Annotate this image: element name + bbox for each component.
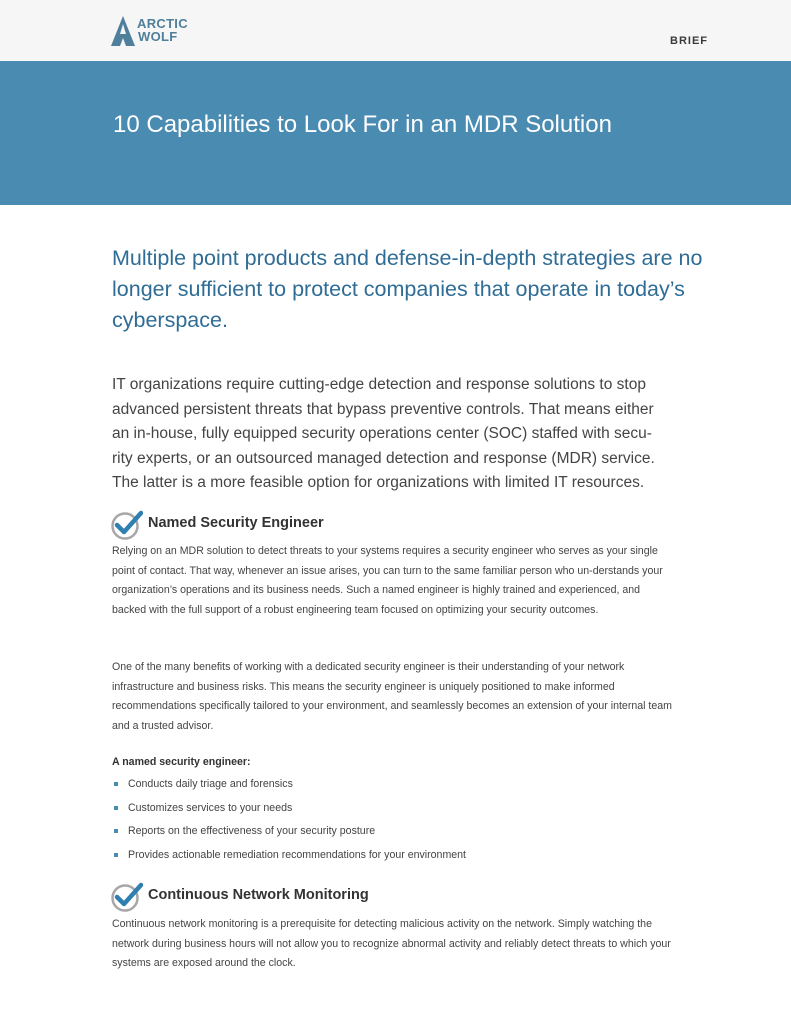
list-item-text: Provides actionable remediation recommendations for your environment <box>128 848 466 861</box>
bullet-icon <box>114 853 118 857</box>
page-title: 10 Capabilities to Look For in an MDR Solution <box>113 111 612 138</box>
checkmark-icon <box>111 510 143 540</box>
bullet-list <box>112 774 672 868</box>
section-title: Named Security Engineer <box>148 515 324 531</box>
checkmark-icon <box>111 882 143 912</box>
list-item <box>112 821 672 845</box>
section-header-continuous-network-monitoring <box>111 882 611 912</box>
title-banner <box>0 61 791 205</box>
section-title: Continuous Network Monitoring <box>148 887 369 903</box>
list-item <box>112 845 672 869</box>
section-paragraph: Relying on an MDR solution to detect threats to your systems requires a security engineer who serves as your single point of contact. That way, whenever an issue arises, you can turn to the same familiar person who un-derstands your organization’s operations and its business needs. Such a named engineer is highly trained and experienced, and backed with the full support of a robust engineering team focused on optimizing your security outcomes. <box>112 545 663 616</box>
bullet-icon <box>114 806 118 810</box>
list-item-text: Customizes services to your needs <box>128 801 293 814</box>
list-item <box>112 798 672 822</box>
wolf-mountain-icon <box>111 16 135 46</box>
logo-line-2: WOLF <box>138 29 178 44</box>
intro-statement: Multiple point products and defense-in-depth strategies are no longer sufficient to protect companies that operate in today’s cyberspace. <box>112 246 703 332</box>
logo-wordmark <box>137 17 188 43</box>
section-header-named-security-engineer <box>111 510 611 540</box>
list-label: A named security engineer: <box>112 756 251 768</box>
lead-paragraph: IT organizations require cutting-edge detection and response solutions to stop advanced persistent threats that bypass preventive controls. That means either an in-house, fully equipped security operations center (SOC) staffed with secu-rity experts, or an outsourced managed detection and response (MDR) service. The latter is a more feasible option for organizations with limited IT resources. <box>112 376 655 492</box>
arctic-wolf-logo <box>111 15 201 47</box>
list-item <box>112 774 672 798</box>
top-bar <box>0 0 791 61</box>
bullet-icon <box>114 829 118 833</box>
section-paragraph: One of the many benefits of working with a dedicated security engineer is their understanding of your network infrastructure and business risks. This means the security engineer is uniquely positioned to make informed recommendations specifically tailored to your environment, and seamlessly becomes an extension of your internal team and a trusted advisor. <box>112 661 672 732</box>
logo-line-1: ARCTIC <box>137 16 188 31</box>
bullet-icon <box>114 782 118 786</box>
list-item-text: Reports on the effectiveness of your security posture <box>128 825 376 837</box>
list-item-text: Conducts daily triage and forensics <box>128 778 293 790</box>
document-type-label: BRIEF <box>670 35 708 47</box>
section-paragraph: Continuous network monitoring is a prerequisite for detecting malicious activity on the network. Simply watching the network during business hours will not allow you to recognize abnormal activity and reliably detect threats to which your systems are exposed around the clock. <box>112 918 671 969</box>
